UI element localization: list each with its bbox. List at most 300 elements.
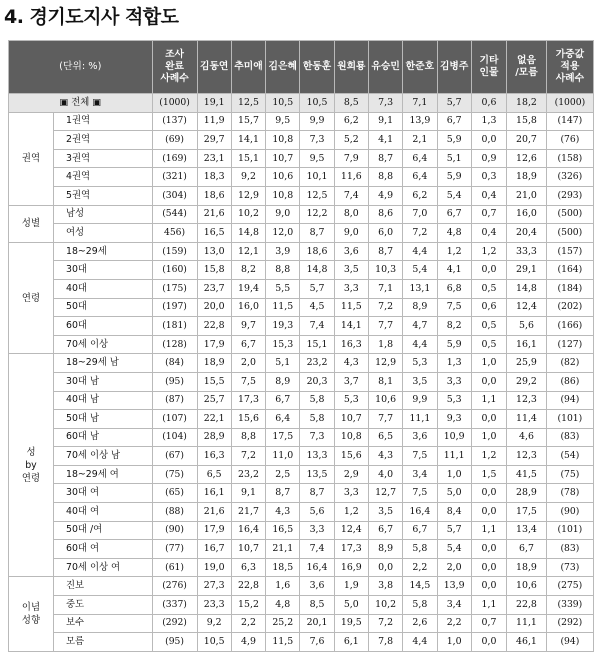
row-label: 중도: [53, 596, 152, 615]
value-cell: 5,1: [437, 149, 471, 168]
sample-size: 456): [152, 224, 197, 243]
value-cell: 5,0: [334, 596, 368, 615]
value-cell: 10,5: [266, 94, 300, 113]
value-cell: 7,2: [403, 224, 437, 243]
sample-size: (175): [152, 279, 197, 298]
value-cell: 0,0: [471, 577, 506, 596]
row-label: 1권역: [53, 112, 152, 131]
value-cell: 6,7: [437, 112, 471, 131]
value-cell: 27,3: [197, 577, 231, 596]
value-cell: 15,6: [231, 410, 265, 429]
value-cell: 21,1: [266, 540, 300, 559]
value-cell: 0,0: [471, 261, 506, 280]
value-cell: 0,5: [471, 279, 506, 298]
value-cell: 15,6: [334, 447, 368, 466]
sample-size: (169): [152, 149, 197, 168]
value-cell: 21,7: [231, 503, 265, 522]
value-cell: 20,0: [197, 298, 231, 317]
row-label: 60대 남: [53, 428, 152, 447]
value-cell: 23,3: [197, 596, 231, 615]
table-body: [9, 94, 594, 652]
value-cell: 8,9: [266, 372, 300, 391]
value-cell: 11,6: [334, 168, 368, 187]
value-cell: 18,9: [197, 354, 231, 373]
value-cell: 3,6: [300, 577, 334, 596]
value-cell: 5,5: [266, 279, 300, 298]
table-row: [9, 410, 594, 429]
sample-size: (276): [152, 577, 197, 596]
value-cell: 15,5: [197, 372, 231, 391]
value-cell: 17,5: [507, 503, 547, 522]
row-label: 50대 남: [53, 410, 152, 429]
value-cell: 14,5: [403, 577, 437, 596]
value-cell: 0,0: [471, 633, 506, 652]
sample-size: (69): [152, 131, 197, 150]
value-cell: 5,3: [334, 391, 368, 410]
value-cell: 3,3: [437, 372, 471, 391]
table-row: [9, 596, 594, 615]
value-cell: 7,5: [403, 447, 437, 466]
value-cell: 0,0: [471, 558, 506, 577]
sample-size: (321): [152, 168, 197, 187]
value-cell: 8,7: [300, 484, 334, 503]
row-label: 2권역: [53, 131, 152, 150]
value-cell: 10,1: [300, 168, 334, 187]
value-cell: 5,9: [437, 131, 471, 150]
value-cell: 6,7: [231, 335, 265, 354]
value-cell: 5,1: [266, 354, 300, 373]
value-cell: 4,1: [368, 131, 402, 150]
value-cell: 11,0: [266, 447, 300, 466]
sample-size: (95): [152, 372, 197, 391]
value-cell: 0,6: [471, 94, 506, 113]
value-cell: 8,1: [368, 372, 402, 391]
value-cell: 7,4: [300, 540, 334, 559]
weighted-size: (158): [546, 149, 593, 168]
value-cell: 5,9: [437, 335, 471, 354]
sample-size: (107): [152, 410, 197, 429]
weighted-size: (94): [546, 391, 593, 410]
value-cell: 16,1: [197, 484, 231, 503]
value-cell: 15,8: [197, 261, 231, 280]
header-n: 조사 완료 사례수: [152, 41, 197, 94]
value-cell: 9,5: [266, 112, 300, 131]
value-cell: 3,6: [334, 242, 368, 261]
value-cell: 4,8: [437, 224, 471, 243]
weighted-size: (54): [546, 447, 593, 466]
value-cell: 12,4: [334, 521, 368, 540]
value-cell: 9,7: [231, 317, 265, 336]
value-cell: 0,5: [471, 335, 506, 354]
value-cell: 6,7: [507, 540, 547, 559]
value-cell: 18,2: [507, 94, 547, 113]
page-title: 4. 경기도지사 적합도: [4, 6, 179, 28]
sample-size: (95): [152, 633, 197, 652]
value-cell: 2,0: [437, 558, 471, 577]
value-cell: 12,2: [300, 205, 334, 224]
value-cell: 16,4: [300, 558, 334, 577]
value-cell: 11,9: [197, 112, 231, 131]
value-cell: 0,4: [471, 224, 506, 243]
value-cell: 12,4: [507, 298, 547, 317]
value-cell: 16,1: [507, 335, 547, 354]
value-cell: 16,4: [231, 521, 265, 540]
value-cell: 16,3: [197, 447, 231, 466]
value-cell: 13,3: [300, 447, 334, 466]
value-cell: 8,7: [368, 242, 402, 261]
weighted-size: (147): [546, 112, 593, 131]
value-cell: 3,3: [334, 279, 368, 298]
value-cell: 10,9: [437, 428, 471, 447]
value-cell: 6,4: [403, 149, 437, 168]
value-cell: 8,9: [403, 298, 437, 317]
value-cell: 1,0: [471, 354, 506, 373]
table-row: [9, 503, 594, 522]
value-cell: 9,2: [197, 614, 231, 633]
value-cell: 16,9: [334, 558, 368, 577]
value-cell: 8,8: [266, 261, 300, 280]
table-row: [9, 261, 594, 280]
value-cell: 14,8: [300, 261, 334, 280]
value-cell: 1,2: [334, 503, 368, 522]
value-cell: 18,9: [507, 168, 547, 187]
value-cell: 16,4: [403, 503, 437, 522]
weighted-size: (83): [546, 540, 593, 559]
header-candidate: 유승민: [368, 41, 402, 94]
sample-size: (67): [152, 447, 197, 466]
value-cell: 4,1: [437, 261, 471, 280]
value-cell: 10,5: [300, 94, 334, 113]
value-cell: 8,5: [300, 596, 334, 615]
sample-size: (292): [152, 614, 197, 633]
value-cell: 10,6: [507, 577, 547, 596]
value-cell: 46,1: [507, 633, 547, 652]
value-cell: 7,4: [300, 317, 334, 336]
value-cell: 14,1: [334, 317, 368, 336]
value-cell: 4,9: [368, 186, 402, 205]
sample-size: (544): [152, 205, 197, 224]
value-cell: 16,7: [197, 540, 231, 559]
weighted-size: (184): [546, 279, 593, 298]
group-label: 이념 성향: [9, 577, 54, 651]
value-cell: 7,1: [368, 279, 402, 298]
value-cell: 5,8: [300, 391, 334, 410]
value-cell: 15,2: [231, 596, 265, 615]
sample-size: (88): [152, 503, 197, 522]
group-label: 연령: [9, 242, 54, 354]
value-cell: 11,5: [266, 633, 300, 652]
value-cell: 12,3: [507, 391, 547, 410]
sample-size: (337): [152, 596, 197, 615]
value-cell: 7,2: [368, 614, 402, 633]
value-cell: 8,2: [231, 261, 265, 280]
value-cell: 0,0: [471, 410, 506, 429]
sample-size: (90): [152, 521, 197, 540]
value-cell: 8,8: [231, 428, 265, 447]
total-row: [9, 94, 594, 113]
value-cell: 10,2: [368, 596, 402, 615]
value-cell: 15,8: [507, 112, 547, 131]
value-cell: 15,1: [300, 335, 334, 354]
group-label: 성별: [9, 205, 54, 242]
value-cell: 12,1: [231, 242, 265, 261]
row-label: 70세 이상 남: [53, 447, 152, 466]
value-cell: 12,9: [368, 354, 402, 373]
value-cell: 0,0: [471, 503, 506, 522]
value-cell: 1,3: [471, 112, 506, 131]
value-cell: 6,1: [334, 633, 368, 652]
value-cell: 6,3: [231, 558, 265, 577]
table-row: [9, 614, 594, 633]
value-cell: 23,1: [197, 149, 231, 168]
value-cell: 9,1: [231, 484, 265, 503]
sample-size: (75): [152, 465, 197, 484]
weighted-size: (73): [546, 558, 593, 577]
value-cell: 41,5: [507, 465, 547, 484]
value-cell: 11,1: [507, 614, 547, 633]
value-cell: 11,5: [334, 298, 368, 317]
value-cell: 3,8: [368, 577, 402, 596]
value-cell: 14,8: [507, 279, 547, 298]
value-cell: 19,4: [231, 279, 265, 298]
value-cell: 20,4: [507, 224, 547, 243]
sample-size: (77): [152, 540, 197, 559]
value-cell: 18,6: [197, 186, 231, 205]
value-cell: 13,5: [300, 465, 334, 484]
value-cell: 5,8: [403, 596, 437, 615]
header-candidate: 한준호: [403, 41, 437, 94]
value-cell: 19,5: [334, 614, 368, 633]
value-cell: 1,9: [334, 577, 368, 596]
value-cell: 22,8: [507, 596, 547, 615]
value-cell: 2,2: [403, 558, 437, 577]
value-cell: 12,5: [300, 186, 334, 205]
value-cell: 3,6: [403, 428, 437, 447]
table-row: [9, 186, 594, 205]
value-cell: 8,7: [368, 149, 402, 168]
weighted-size: (78): [546, 484, 593, 503]
value-cell: 9,9: [300, 112, 334, 131]
table-row: [9, 149, 594, 168]
value-cell: 13,1: [403, 279, 437, 298]
table-row: [9, 447, 594, 466]
value-cell: 5,7: [437, 521, 471, 540]
header-other: 기타 인물: [471, 41, 506, 94]
value-cell: 13,9: [437, 577, 471, 596]
row-label: 50대: [53, 298, 152, 317]
value-cell: 0,0: [471, 372, 506, 391]
value-cell: 7,2: [231, 447, 265, 466]
value-cell: 8,6: [368, 205, 402, 224]
value-cell: 2,5: [266, 465, 300, 484]
value-cell: 28,9: [507, 484, 547, 503]
row-label: 70세 이상: [53, 335, 152, 354]
sample-size: (1000): [152, 94, 197, 113]
row-label: 40대: [53, 279, 152, 298]
value-cell: 29,7: [197, 131, 231, 150]
value-cell: 7,0: [403, 205, 437, 224]
value-cell: 7,6: [300, 633, 334, 652]
value-cell: 12,7: [368, 484, 402, 503]
row-label: 보수: [53, 614, 152, 633]
table-row: [9, 335, 594, 354]
value-cell: 0,5: [471, 317, 506, 336]
value-cell: 4,9: [231, 633, 265, 652]
row-label: 3권역: [53, 149, 152, 168]
sample-size: (181): [152, 317, 197, 336]
value-cell: 10,7: [231, 540, 265, 559]
value-cell: 7,8: [368, 633, 402, 652]
weighted-size: (83): [546, 428, 593, 447]
table-row: [9, 484, 594, 503]
table-row: [9, 372, 594, 391]
value-cell: 22,8: [231, 577, 265, 596]
row-label: 진보: [53, 577, 152, 596]
value-cell: 3,4: [403, 465, 437, 484]
value-cell: 11,1: [437, 447, 471, 466]
row-label: 30대 남: [53, 372, 152, 391]
value-cell: 11,5: [266, 298, 300, 317]
value-cell: 16,3: [334, 335, 368, 354]
value-cell: 1,2: [437, 242, 471, 261]
header-candidate: 김은혜: [266, 41, 300, 94]
sample-size: (61): [152, 558, 197, 577]
value-cell: 11,4: [507, 410, 547, 429]
value-cell: 0,0: [471, 484, 506, 503]
value-cell: 8,7: [266, 484, 300, 503]
value-cell: 7,5: [231, 372, 265, 391]
header-candidate: 김병주: [437, 41, 471, 94]
header-candidate: 추미애: [231, 41, 265, 94]
value-cell: 3,9: [266, 242, 300, 261]
value-cell: 29,2: [507, 372, 547, 391]
value-cell: 2,0: [231, 354, 265, 373]
row-label: 18~29세 남: [53, 354, 152, 373]
row-label: ▣ 전체 ▣: [9, 94, 153, 113]
weighted-size: (127): [546, 335, 593, 354]
weighted-size: (1000): [546, 94, 593, 113]
table-row: [9, 242, 594, 261]
value-cell: 7,9: [334, 149, 368, 168]
row-label: 60대: [53, 317, 152, 336]
value-cell: 18,5: [266, 558, 300, 577]
table-row: [9, 205, 594, 224]
value-cell: 1,6: [266, 577, 300, 596]
value-cell: 9,5: [300, 149, 334, 168]
value-cell: 1,3: [437, 354, 471, 373]
weighted-size: (293): [546, 186, 593, 205]
value-cell: 1,2: [471, 447, 506, 466]
value-cell: 6,2: [334, 112, 368, 131]
table-row: [9, 465, 594, 484]
value-cell: 14,8: [231, 224, 265, 243]
value-cell: 0,3: [471, 168, 506, 187]
value-cell: 19,1: [197, 94, 231, 113]
value-cell: 33,3: [507, 242, 547, 261]
unit-label: (단위: %): [9, 41, 153, 94]
value-cell: 5,3: [403, 354, 437, 373]
row-label: 60대 여: [53, 540, 152, 559]
value-cell: 9,0: [334, 224, 368, 243]
sample-size: (137): [152, 112, 197, 131]
value-cell: 18,3: [197, 168, 231, 187]
value-cell: 8,9: [368, 540, 402, 559]
value-cell: 8,5: [334, 94, 368, 113]
header-candidate: 한동훈: [300, 41, 334, 94]
row-label: 30대: [53, 261, 152, 280]
value-cell: 0,7: [471, 205, 506, 224]
table-row: [9, 633, 594, 652]
value-cell: 17,3: [231, 391, 265, 410]
row-label: 4권역: [53, 168, 152, 187]
value-cell: 7,2: [368, 298, 402, 317]
weighted-size: (101): [546, 521, 593, 540]
value-cell: 6,4: [403, 168, 437, 187]
row-label: 5권역: [53, 186, 152, 205]
value-cell: 20,3: [300, 372, 334, 391]
value-cell: 6,2: [403, 186, 437, 205]
sample-size: (197): [152, 298, 197, 317]
value-cell: 0,6: [471, 298, 506, 317]
value-cell: 5,7: [437, 94, 471, 113]
weighted-size: (82): [546, 354, 593, 373]
value-cell: 3,3: [334, 484, 368, 503]
weighted-size: (500): [546, 224, 593, 243]
table-row: [9, 391, 594, 410]
header-row: [9, 41, 594, 94]
weighted-size: (76): [546, 131, 593, 150]
value-cell: 13,0: [197, 242, 231, 261]
value-cell: 19,3: [266, 317, 300, 336]
weighted-size: (166): [546, 317, 593, 336]
sample-size: (84): [152, 354, 197, 373]
value-cell: 10,8: [334, 428, 368, 447]
table-row: [9, 540, 594, 559]
table-row: [9, 317, 594, 336]
value-cell: 3,5: [334, 261, 368, 280]
value-cell: 2,1: [403, 131, 437, 150]
value-cell: 0,0: [368, 558, 402, 577]
value-cell: 6,7: [403, 521, 437, 540]
table-row: [9, 298, 594, 317]
value-cell: 15,7: [231, 112, 265, 131]
value-cell: 5,4: [403, 261, 437, 280]
value-cell: 16,0: [231, 298, 265, 317]
value-cell: 20,7: [507, 131, 547, 150]
value-cell: 17,3: [334, 540, 368, 559]
sample-size: (160): [152, 261, 197, 280]
value-cell: 8,8: [368, 168, 402, 187]
value-cell: 14,1: [231, 131, 265, 150]
value-cell: 0,4: [471, 186, 506, 205]
value-cell: 9,0: [266, 205, 300, 224]
table-row: [9, 131, 594, 150]
row-label: 18~29세: [53, 242, 152, 261]
value-cell: 2,2: [437, 614, 471, 633]
value-cell: 13,9: [403, 112, 437, 131]
row-label: 30대 여: [53, 484, 152, 503]
value-cell: 3,5: [368, 503, 402, 522]
value-cell: 9,2: [231, 168, 265, 187]
value-cell: 21,6: [197, 503, 231, 522]
value-cell: 4,0: [368, 465, 402, 484]
value-cell: 6,7: [368, 521, 402, 540]
table-row: [9, 428, 594, 447]
weighted-size: (164): [546, 261, 593, 280]
value-cell: 7,5: [437, 298, 471, 317]
value-cell: 3,5: [403, 372, 437, 391]
value-cell: 4,4: [403, 633, 437, 652]
